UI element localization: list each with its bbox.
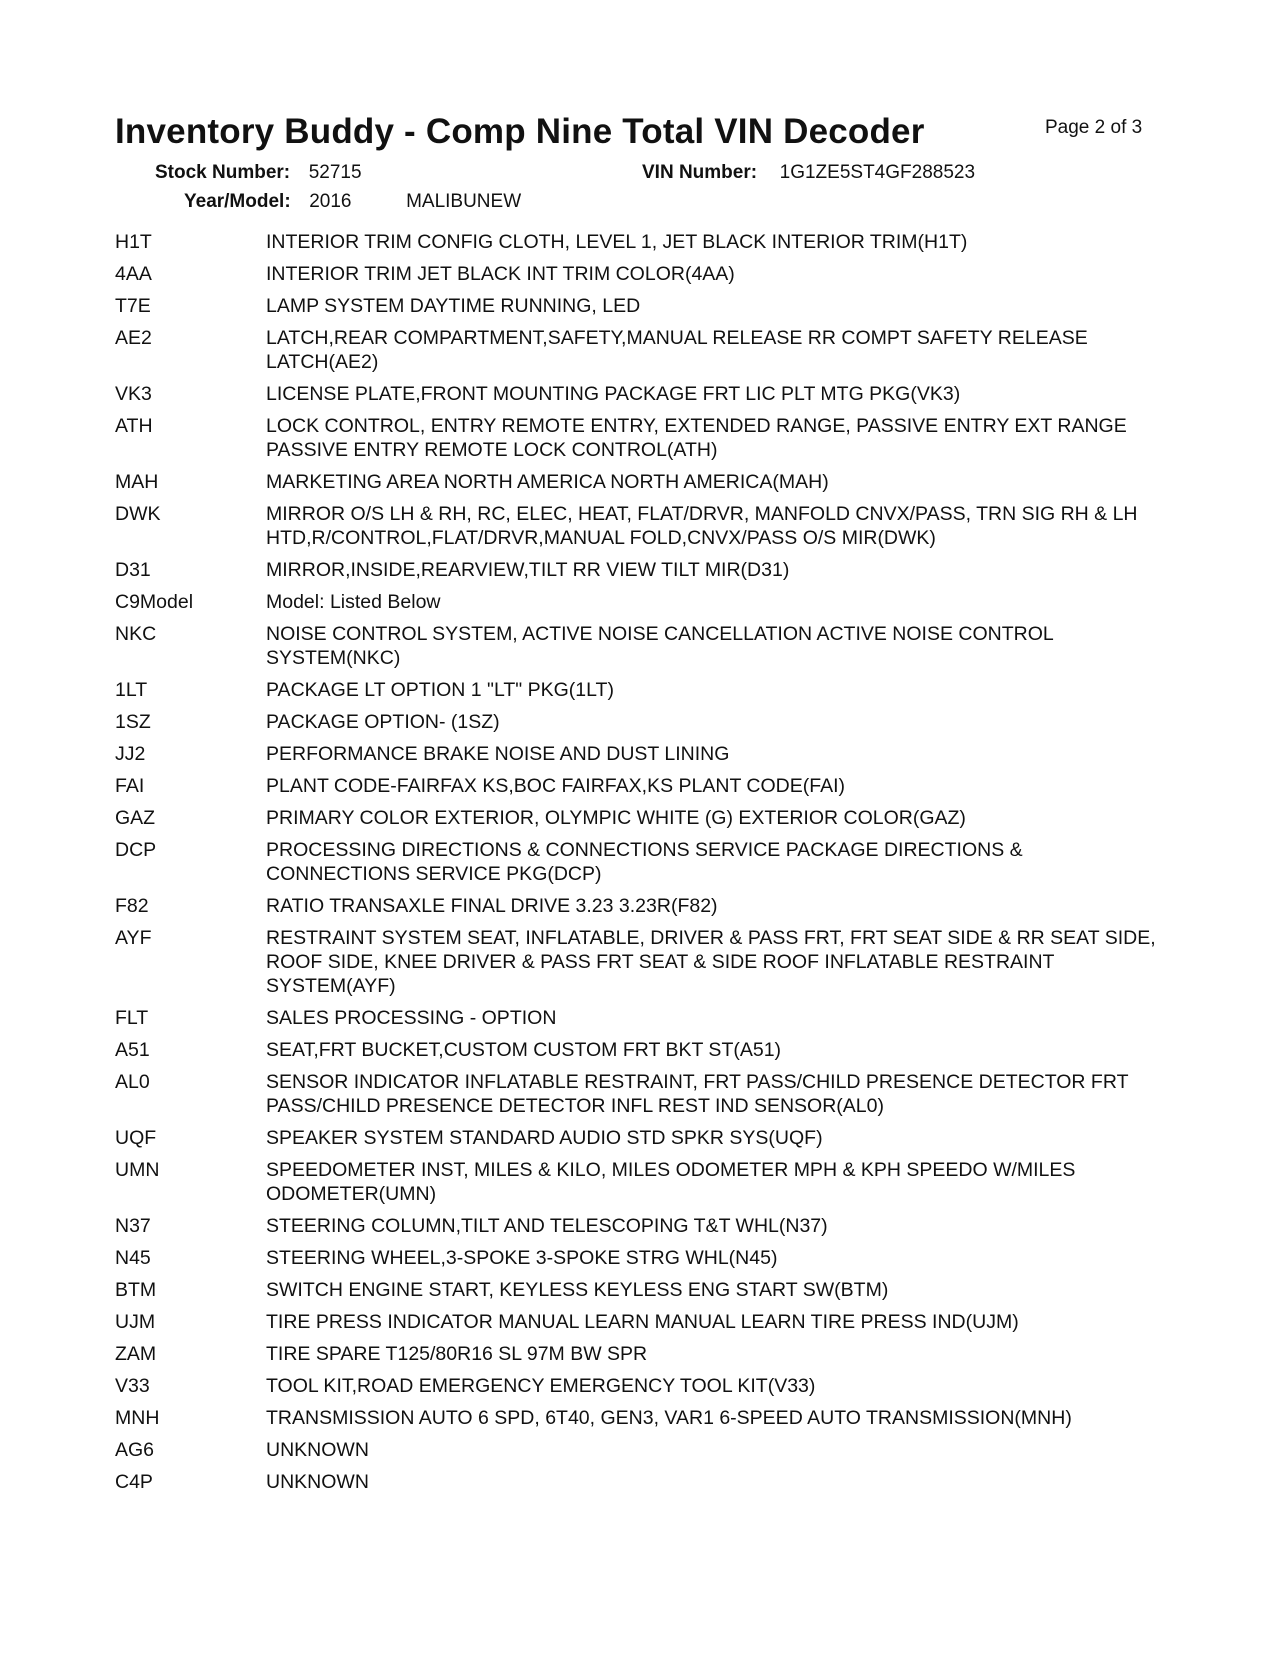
vin-number-field [642, 162, 975, 184]
option-code: JJ2 [115, 743, 146, 765]
option-code: AL0 [115, 1071, 150, 1093]
year-value: 2016 [309, 191, 352, 212]
option-code: MAH [115, 471, 159, 493]
option-row [115, 590, 1165, 614]
option-row [115, 678, 1165, 702]
option-description: RATIO TRANSAXLE FINAL DRIVE 3.23 3.23R(F82) [266, 895, 718, 917]
option-description: MARKETING AREA NORTH AMERICA NORTH AMERICA(MAH) [266, 471, 829, 493]
page-number: Page 2 of 3 [1045, 117, 1143, 138]
vin-number-value: 1G1ZE5ST4GF288523 [779, 162, 976, 183]
option-row [115, 502, 1165, 550]
option-row [115, 1470, 1165, 1494]
option-description: Model: Listed Below [266, 591, 441, 613]
option-row [115, 1406, 1165, 1430]
option-row [115, 742, 1165, 766]
option-code: AYF [115, 927, 152, 949]
model-value: MALIBUNEW [406, 191, 522, 212]
option-code: 1SZ [115, 711, 151, 733]
option-code: MNH [115, 1407, 160, 1429]
option-description: INTERIOR TRIM CONFIG CLOTH, LEVEL 1, JET BLACK INTERIOR TRIM(H1T) [266, 231, 968, 253]
option-row [115, 1126, 1165, 1150]
option-row [115, 774, 1165, 798]
option-code: NKC [115, 623, 157, 645]
option-description: NOISE CONTROL SYSTEM, ACTIVE NOISE CANCELLATION ACTIVE NOISE CONTROL SYSTEM(NKC) [266, 623, 1054, 669]
option-description: SWITCH ENGINE START, KEYLESS KEYLESS ENG START SW(BTM) [266, 1279, 889, 1301]
option-description: TRANSMISSION AUTO 6 SPD, 6T40, GEN3, VAR1 6-SPEED AUTO TRANSMISSION(MNH) [266, 1407, 1072, 1429]
option-description: TOOL KIT,ROAD EMERGENCY EMERGENCY TOOL KIT(V33) [266, 1375, 816, 1397]
option-code: DCP [115, 839, 157, 861]
option-row [115, 558, 1165, 582]
option-row [115, 1158, 1165, 1206]
option-description: RESTRAINT SYSTEM SEAT, INFLATABLE, DRIVER & PASS FRT, FRT SEAT SIDE & RR SEAT SIDE, ROOF SIDE, KNEE DRIVER & PASS FRT SEAT & SIDE ROOF INFLATABLE RESTRAINT SYSTEM(AYF) [266, 927, 1156, 997]
option-row [115, 326, 1165, 374]
option-code: V33 [115, 1375, 150, 1397]
option-code: ATH [115, 415, 153, 437]
option-code: UQF [115, 1127, 157, 1149]
option-code: T7E [115, 295, 151, 317]
option-row [115, 1070, 1165, 1118]
option-code: DWK [115, 503, 161, 525]
option-code: AE2 [115, 327, 152, 349]
option-row [115, 1006, 1165, 1030]
option-row [115, 1374, 1165, 1398]
option-row [115, 414, 1165, 462]
option-description: INTERIOR TRIM JET BLACK INT TRIM COLOR(4AA) [266, 263, 735, 285]
option-row [115, 294, 1165, 318]
option-description: LATCH,REAR COMPARTMENT,SAFETY,MANUAL RELEASE RR COMPT SAFETY RELEASE LATCH(AE2) [266, 327, 1088, 373]
option-row [115, 838, 1165, 886]
option-description: LAMP SYSTEM DAYTIME RUNNING, LED [266, 295, 641, 317]
option-row [115, 470, 1165, 494]
option-description: SPEEDOMETER INST, MILES & KILO, MILES ODOMETER MPH & KPH SPEEDO W/MILES ODOMETER(UMN) [266, 1159, 1076, 1205]
stock-number-field [155, 162, 362, 184]
option-description: SEAT,FRT BUCKET,CUSTOM CUSTOM FRT BKT ST(A51) [266, 1039, 782, 1061]
option-row [115, 806, 1165, 830]
option-row [115, 894, 1165, 918]
option-code: VK3 [115, 383, 152, 405]
option-description: STEERING WHEEL,3-SPOKE 3-SPOKE STRG WHL(N45) [266, 1247, 778, 1269]
option-row [115, 382, 1165, 406]
option-row [115, 926, 1165, 998]
document-title: Inventory Buddy - Comp Nine Total VIN Decoder [115, 112, 925, 151]
option-description: UNKNOWN [266, 1439, 369, 1461]
option-description: SENSOR INDICATOR INFLATABLE RESTRAINT, FRT PASS/CHILD PRESENCE DETECTOR FRT PASS/CHILD PRESENCE DETECTOR INFL REST IND SENSOR(AL0) [266, 1071, 1129, 1117]
option-code: D31 [115, 559, 151, 581]
option-description: TIRE PRESS INDICATOR MANUAL LEARN MANUAL LEARN TIRE PRESS IND(UJM) [266, 1311, 1019, 1333]
stock-number-label: Stock Number: [155, 162, 291, 183]
option-code: GAZ [115, 807, 156, 829]
option-row [115, 1342, 1165, 1366]
option-row [115, 230, 1165, 254]
option-description: TIRE SPARE T125/80R16 SL 97M BW SPR [266, 1343, 648, 1365]
option-code: AG6 [115, 1439, 155, 1461]
option-code: N37 [115, 1215, 151, 1237]
option-code: C9Model [115, 591, 194, 613]
option-code: F82 [115, 895, 149, 917]
option-code: UJM [115, 1311, 156, 1333]
option-code: FAI [115, 775, 145, 797]
option-row [115, 262, 1165, 286]
option-code: UMN [115, 1159, 160, 1181]
option-description: PERFORMANCE BRAKE NOISE AND DUST LINING [266, 743, 730, 765]
option-code: BTM [115, 1279, 157, 1301]
option-code: ZAM [115, 1343, 157, 1365]
option-code: N45 [115, 1247, 151, 1269]
option-row [115, 710, 1165, 734]
stock-number-value: 52715 [308, 162, 362, 183]
option-description: UNKNOWN [266, 1471, 369, 1493]
option-description: PROCESSING DIRECTIONS & CONNECTIONS SERVICE PACKAGE DIRECTIONS & CONNECTIONS SERVICE PKG(DCP) [266, 839, 1023, 885]
option-row [115, 622, 1165, 670]
option-row [115, 1038, 1165, 1062]
option-row [115, 1438, 1165, 1462]
option-code-list [115, 230, 1165, 1502]
option-code: 1LT [115, 679, 148, 701]
option-row [115, 1214, 1165, 1238]
option-code: 4AA [115, 263, 152, 285]
option-code: H1T [115, 231, 152, 253]
option-description: MIRROR,INSIDE,REARVIEW,TILT RR VIEW TILT MIR(D31) [266, 559, 790, 581]
option-row [115, 1310, 1165, 1334]
option-row [115, 1246, 1165, 1270]
option-description: LOCK CONTROL, ENTRY REMOTE ENTRY, EXTENDED RANGE, PASSIVE ENTRY EXT RANGE PASSIVE ENTRY REMOTE LOCK CONTROL(ATH) [266, 415, 1127, 461]
option-description: STEERING COLUMN,TILT AND TELESCOPING T&T WHL(N37) [266, 1215, 828, 1237]
option-description: PACKAGE OPTION- (1SZ) [266, 711, 500, 733]
option-code: C4P [115, 1471, 153, 1493]
option-description: PACKAGE LT OPTION 1 "LT" PKG(1LT) [266, 679, 614, 701]
option-description: PLANT CODE-FAIRFAX KS,BOC FAIRFAX,KS PLANT CODE(FAI) [266, 775, 846, 797]
option-description: LICENSE PLATE,FRONT MOUNTING PACKAGE FRT LIC PLT MTG PKG(VK3) [266, 383, 961, 405]
option-code: FLT [115, 1007, 149, 1029]
vin-number-label: VIN Number: [642, 162, 758, 183]
option-row [115, 1278, 1165, 1302]
option-description: PRIMARY COLOR EXTERIOR, OLYMPIC WHITE (G) EXTERIOR COLOR(GAZ) [266, 807, 966, 829]
year-model-label: Year/Model: [184, 191, 291, 212]
option-code: A51 [115, 1039, 150, 1061]
option-description: SALES PROCESSING - OPTION [266, 1007, 557, 1029]
year-model-field [184, 191, 521, 213]
option-description: MIRROR O/S LH & RH, RC, ELEC, HEAT, FLAT/DRVR, MANFOLD CNVX/PASS, TRN SIG RH & LH HTD,R/CONTROL,FLAT/DRVR,MANUAL FOLD,CNVX/PASS O/S MIR(DWK) [266, 503, 1138, 549]
option-description: SPEAKER SYSTEM STANDARD AUDIO STD SPKR SYS(UQF) [266, 1127, 823, 1149]
